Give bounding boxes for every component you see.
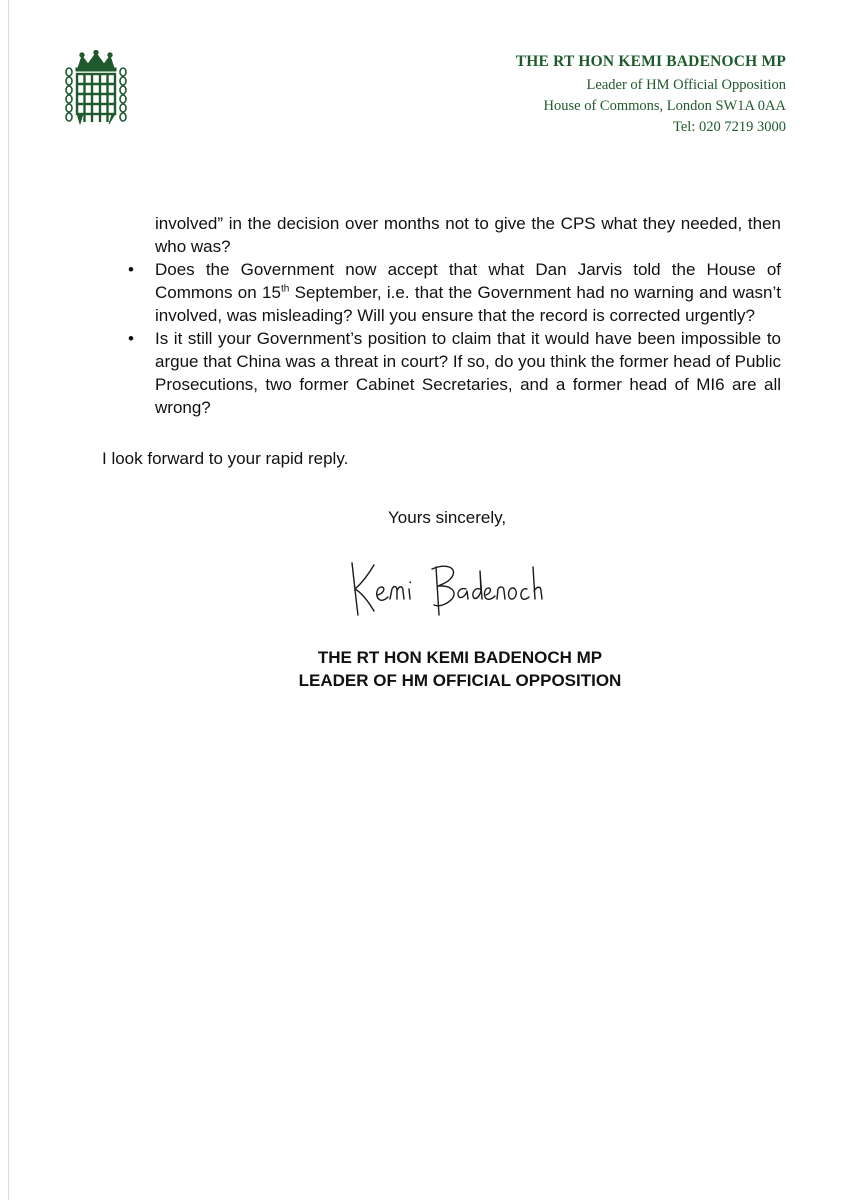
bullet-text-1-end: September, i.e. that the Government had no warning and wasn’t involved, was misleading? Will you ensure that the record is corrected urgently? (155, 283, 781, 325)
ordinal-suffix: th (280, 283, 290, 295)
list-item (128, 327, 781, 419)
page-edge (8, 0, 9, 1200)
letterhead-name: THE RT HON KEMI BADENOCH MP (515, 53, 786, 70)
letterhead-phone: Tel: 020 7219 3000 (673, 119, 786, 135)
letterhead (516, 52, 786, 138)
list-item (128, 258, 781, 327)
bullet-icon: • (128, 260, 134, 279)
signoff: Yours sincerely, (388, 508, 507, 527)
signatory-title: LEADER OF HM OFFICIAL OPPOSITION (298, 671, 622, 690)
signatory-name: THE RT HON KEMI BADENOCH MP (317, 648, 603, 667)
closing-line: I look forward to your rapid reply. (102, 449, 349, 468)
handwritten-signature (340, 555, 550, 630)
bullet-icon: • (128, 329, 134, 348)
portcullis-crest-icon (60, 50, 132, 132)
letterhead-role: Leader of HM Official Opposition (586, 77, 786, 93)
bullet-text-1-start: Does the Government now accept that what Dan Jarvis told the House of Commons on 15 (155, 260, 781, 302)
bullet-continuation-text: involved” in the decision over months not to give the CPS what they needed, then who was? (155, 214, 781, 256)
bullet-text-2: Is it still your Government’s position to claim that it would have been impossible to argue that China was a threat in court? If so, do you think the former head of Public Prosecutions, two former Cabinet Secretaries, and a former head of MI6 are all wrong? (155, 329, 781, 417)
letterhead-address: House of Commons, London SW1A 0AA (543, 98, 786, 114)
question-list (128, 258, 781, 419)
signature-block (200, 646, 720, 692)
